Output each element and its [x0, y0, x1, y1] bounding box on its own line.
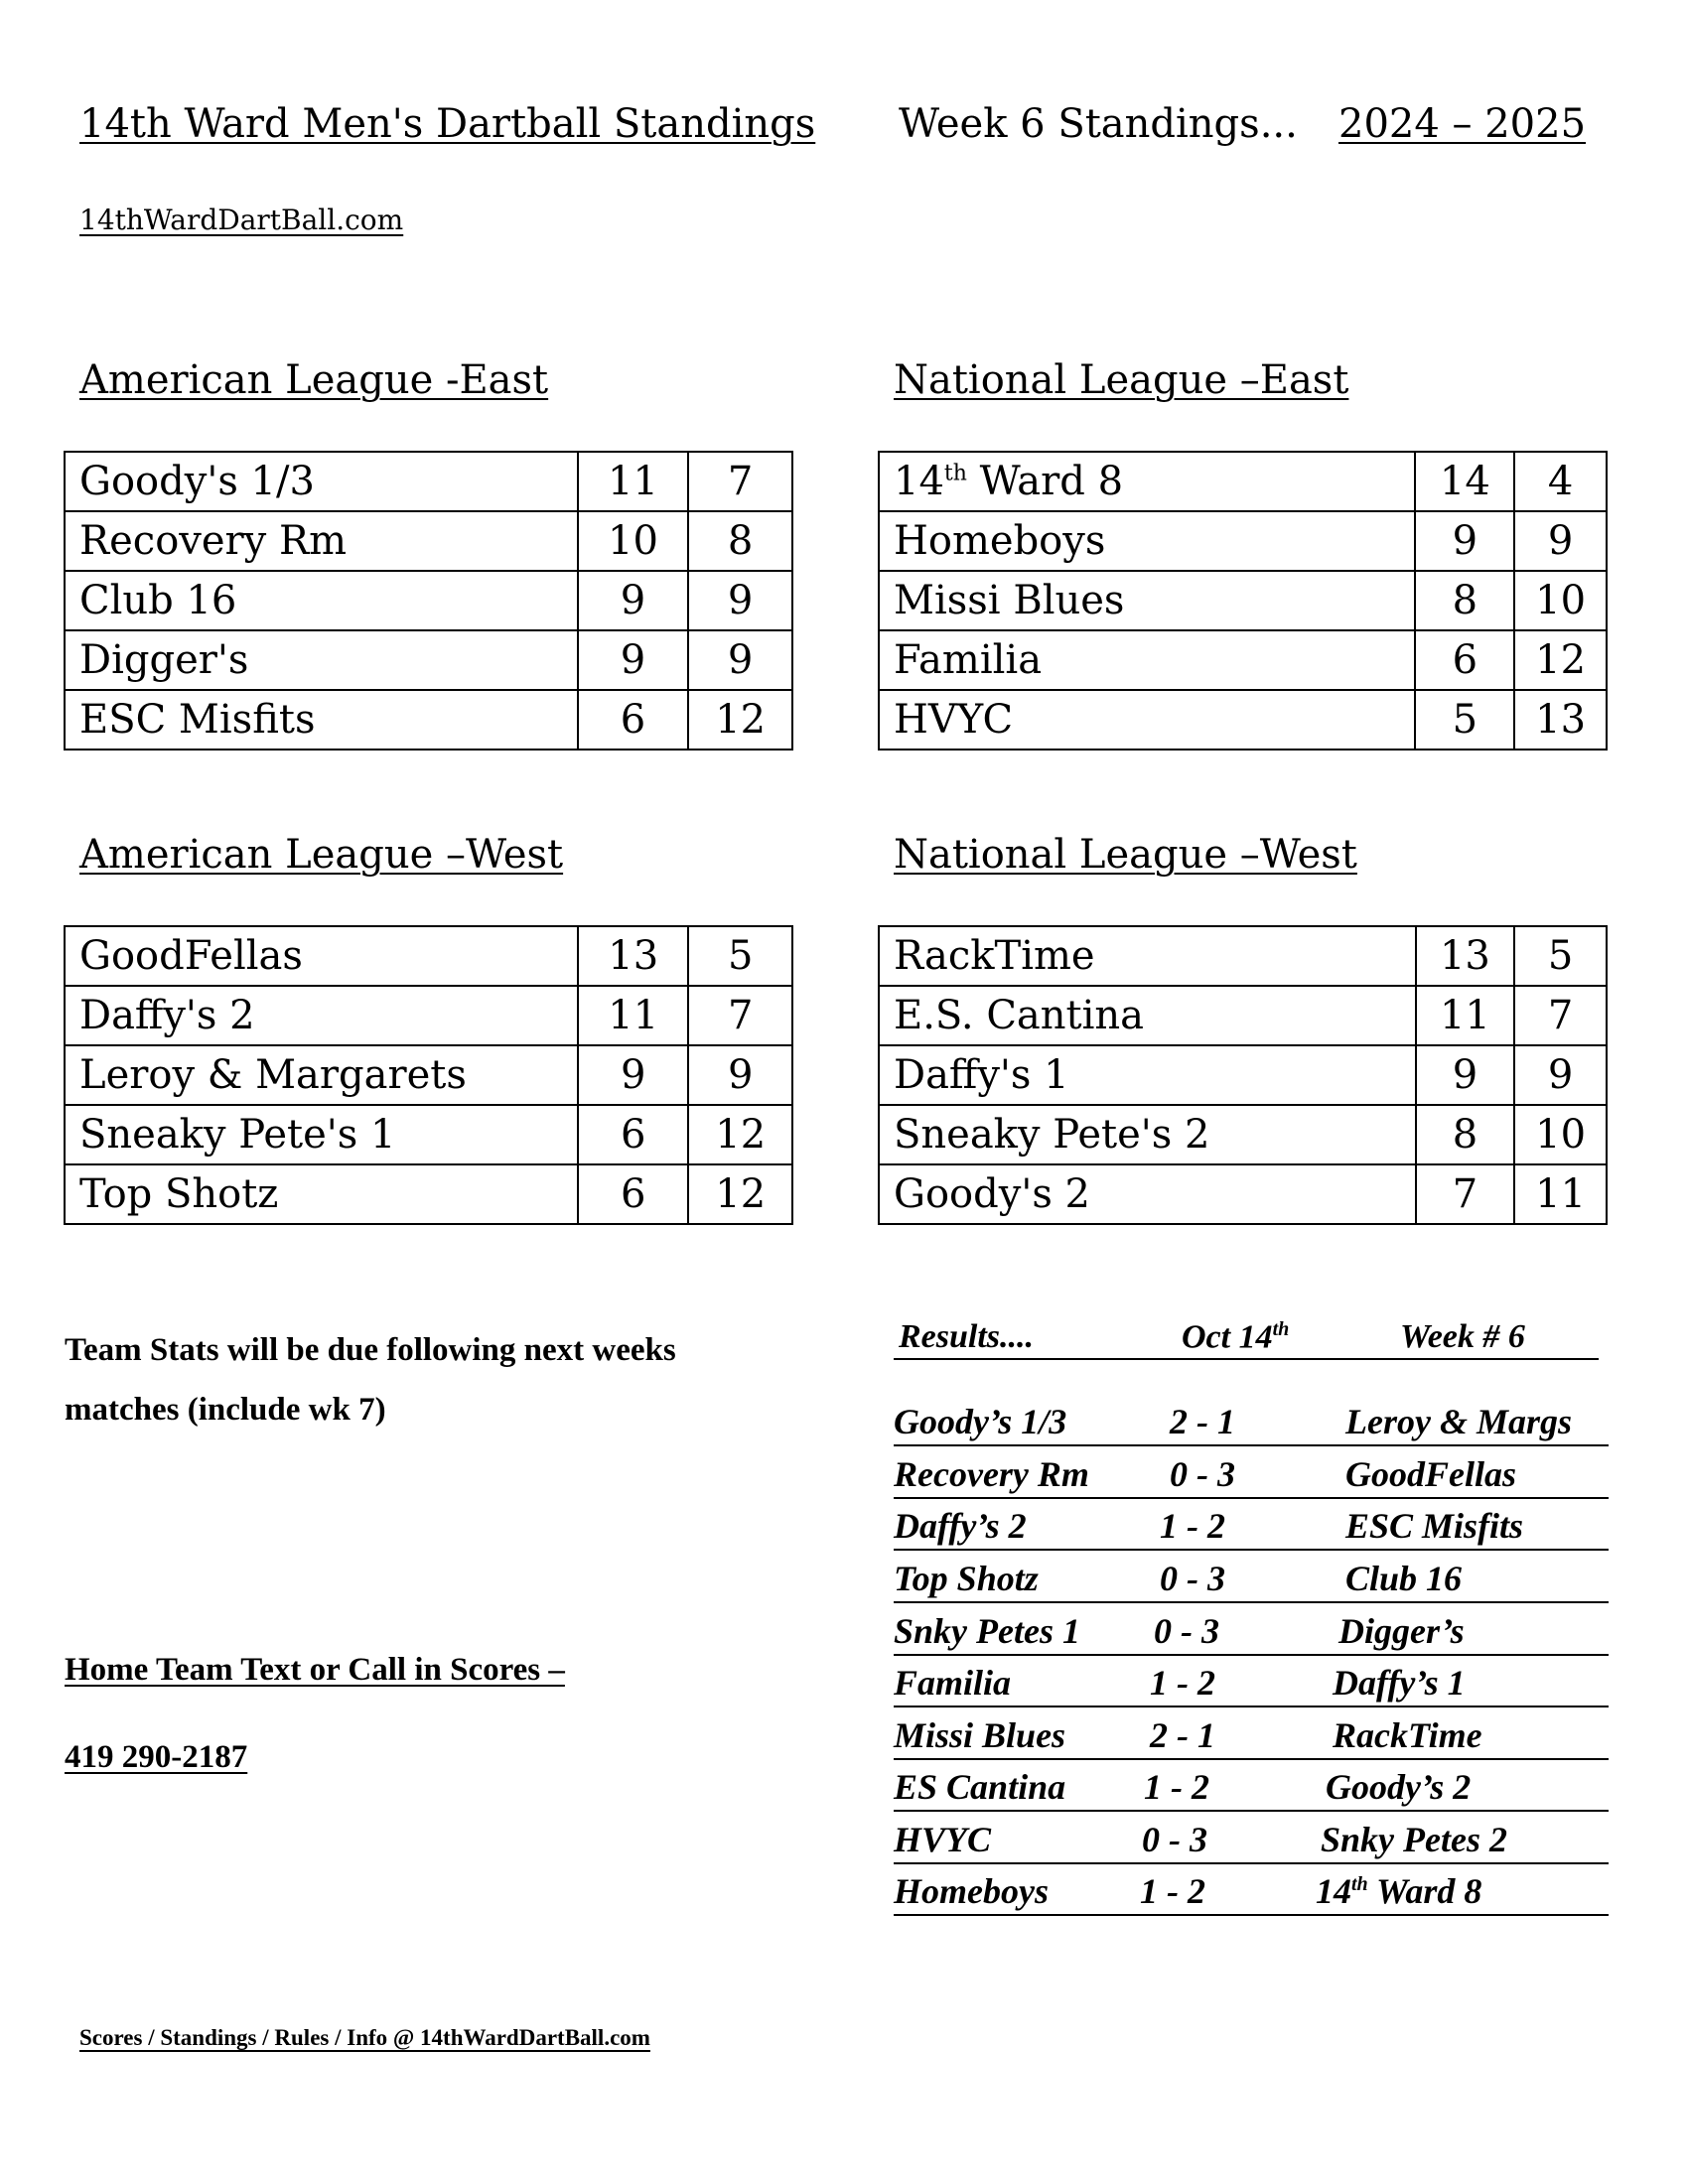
home-team: Homeboys [894, 1871, 1049, 1911]
team-name: RackTime [879, 926, 1416, 986]
match-score: 1 - 2 [1144, 1767, 1209, 1807]
table-row [65, 1045, 792, 1105]
team-wins: 9 [578, 630, 689, 690]
away-team: Leroy & Margs [1345, 1402, 1572, 1441]
table-row [65, 1105, 792, 1164]
team-wins: 9 [578, 571, 689, 630]
away-team: Daffy’s 1 [1333, 1663, 1466, 1703]
table-row [65, 452, 792, 511]
team-wins: 8 [1415, 571, 1514, 630]
team-wins: 14 [1415, 452, 1514, 511]
away-team: GoodFellas [1345, 1454, 1517, 1494]
team-wins: 11 [1416, 986, 1515, 1045]
team-wins: 6 [578, 1164, 688, 1224]
team-name: Daffy's 1 [879, 1045, 1416, 1105]
result-row [894, 1656, 1609, 1707]
team-losses: 9 [688, 1045, 792, 1105]
team-name: GoodFellas [65, 926, 578, 986]
result-row [894, 1447, 1609, 1499]
team-name: Missi Blues [879, 571, 1415, 630]
away-team: Snky Petes 2 [1321, 1820, 1507, 1859]
table-row [879, 630, 1607, 690]
home-team: Top Shotz [894, 1559, 1039, 1598]
away-team: ESC Misfits [1345, 1506, 1524, 1546]
team-name: Goody's 2 [879, 1164, 1416, 1224]
match-score: 1 - 2 [1150, 1663, 1215, 1703]
standings-table-national-east [878, 451, 1608, 751]
team-wins: 9 [1415, 511, 1514, 571]
table-row [65, 690, 792, 750]
home-team: Recovery Rm [894, 1454, 1089, 1494]
page-title: 14th Ward Men's Dartball Standings [79, 101, 816, 147]
team-name: ESC Misfits [65, 690, 578, 750]
home-team: Familia [894, 1663, 1012, 1703]
standings-table-national-west [878, 925, 1608, 1225]
result-row [894, 1395, 1609, 1446]
phone-number[interactable]: 419 290-2187 [65, 1739, 248, 1775]
table-row [65, 630, 792, 690]
team-wins: 7 [1416, 1164, 1515, 1224]
season-label: 2024 – 2025 [1338, 101, 1587, 147]
team-losses: 8 [688, 511, 792, 571]
team-wins: 6 [578, 1105, 688, 1164]
table-row [879, 690, 1607, 750]
team-wins: 5 [1415, 690, 1514, 750]
result-row [894, 1604, 1609, 1656]
home-team: Daffy’s 2 [894, 1506, 1027, 1546]
stats-due-note: Team Stats will be due following next weeks matches (include wk 7) [65, 1332, 676, 1428]
home-team: ES Cantina [894, 1767, 1066, 1807]
table-row [65, 571, 792, 630]
standings-table-american-west [64, 925, 793, 1225]
heading-american-east: American League -East [79, 357, 549, 403]
table-row [879, 571, 1607, 630]
week-label: Week 6 Standings... [899, 101, 1298, 147]
table-row [879, 926, 1607, 986]
scores-call-note: Home Team Text or Call in Scores – [65, 1652, 565, 1688]
results-date: Oct 14th [1182, 1317, 1290, 1355]
home-team: HVYC [894, 1820, 992, 1859]
result-row [894, 1813, 1609, 1864]
website-link[interactable]: 14thWardDartBall.com [79, 204, 404, 236]
team-wins: 13 [1416, 926, 1515, 986]
team-losses: 12 [688, 690, 792, 750]
match-score: 0 - 3 [1154, 1611, 1219, 1651]
team-name: Club 16 [65, 571, 578, 630]
table-row [65, 926, 792, 986]
home-team: Missi Blues [894, 1715, 1066, 1755]
team-losses: 7 [688, 452, 792, 511]
team-losses: 5 [1514, 926, 1607, 986]
away-team: Club 16 [1345, 1559, 1463, 1598]
team-wins: 10 [578, 511, 689, 571]
away-team: Goody’s 2 [1326, 1767, 1472, 1807]
team-losses: 7 [688, 986, 792, 1045]
team-wins: 6 [578, 690, 689, 750]
result-row [894, 1499, 1609, 1551]
table-row [65, 986, 792, 1045]
team-losses: 9 [688, 630, 792, 690]
team-wins: 9 [1416, 1045, 1515, 1105]
team-losses: 9 [688, 571, 792, 630]
team-name: Goody's 1/3 [65, 452, 578, 511]
team-wins: 6 [1415, 630, 1514, 690]
team-losses: 12 [688, 1105, 792, 1164]
team-losses: 4 [1514, 452, 1607, 511]
match-score: 0 - 3 [1160, 1559, 1225, 1598]
results-label: Results.... [899, 1318, 1035, 1355]
table-row [879, 1045, 1607, 1105]
result-row [894, 1864, 1609, 1916]
team-name: Top Shotz [65, 1164, 578, 1224]
team-name: E.S. Cantina [879, 986, 1416, 1045]
team-name: Recovery Rm [65, 511, 578, 571]
table-row [879, 452, 1607, 511]
match-score: 2 - 1 [1170, 1402, 1235, 1441]
team-name: Digger's [65, 630, 578, 690]
team-losses: 11 [1514, 1164, 1607, 1224]
team-name: Leroy & Margarets [65, 1045, 578, 1105]
table-row [879, 986, 1607, 1045]
home-team: Snky Petes 1 [894, 1611, 1080, 1651]
team-losses: 9 [1514, 511, 1607, 571]
team-losses: 5 [688, 926, 792, 986]
team-name: Sneaky Pete's 1 [65, 1105, 578, 1164]
team-wins: 13 [578, 926, 688, 986]
match-score: 1 - 2 [1160, 1506, 1225, 1546]
match-score: 2 - 1 [1150, 1715, 1215, 1755]
footer-links[interactable]: Scores / Standings / Rules / Info @ 14thWardDartBall.com [79, 2025, 650, 2050]
results-week: Week # 6 [1400, 1318, 1525, 1355]
home-team: Goody’s 1/3 [894, 1402, 1067, 1441]
team-wins: 9 [578, 1045, 688, 1105]
table-row [65, 511, 792, 571]
team-wins: 11 [578, 986, 688, 1045]
away-team: RackTime [1333, 1715, 1482, 1755]
results-header [894, 1310, 1599, 1360]
team-wins: 8 [1416, 1105, 1515, 1164]
team-wins: 11 [578, 452, 689, 511]
team-losses: 10 [1514, 571, 1607, 630]
heading-national-east: National League –East [894, 357, 1349, 403]
team-name: Sneaky Pete's 2 [879, 1105, 1416, 1164]
standings-table-american-east [64, 451, 793, 751]
team-name: Familia [879, 630, 1415, 690]
result-row [894, 1552, 1609, 1603]
match-score: 0 - 3 [1170, 1454, 1235, 1494]
heading-national-west: National League –West [894, 832, 1357, 878]
match-score: 0 - 3 [1142, 1820, 1207, 1859]
team-name: HVYC [879, 690, 1415, 750]
team-name: Daffy's 2 [65, 986, 578, 1045]
table-row [879, 1105, 1607, 1164]
away-team: Digger’s [1338, 1611, 1465, 1651]
result-row [894, 1708, 1609, 1760]
heading-american-west: American League –West [79, 832, 564, 878]
team-losses: 12 [1514, 630, 1607, 690]
away-team: 14th Ward 8 [1316, 1871, 1482, 1911]
team-losses: 10 [1514, 1105, 1607, 1164]
team-name: 14th Ward 8 [879, 452, 1415, 511]
table-row [65, 1164, 792, 1224]
result-row [894, 1760, 1609, 1812]
table-row [879, 1164, 1607, 1224]
team-losses: 9 [1514, 1045, 1607, 1105]
team-losses: 12 [688, 1164, 792, 1224]
team-losses: 13 [1514, 690, 1607, 750]
team-name: Homeboys [879, 511, 1415, 571]
match-score: 1 - 2 [1140, 1871, 1205, 1911]
table-row [879, 511, 1607, 571]
team-losses: 7 [1514, 986, 1607, 1045]
